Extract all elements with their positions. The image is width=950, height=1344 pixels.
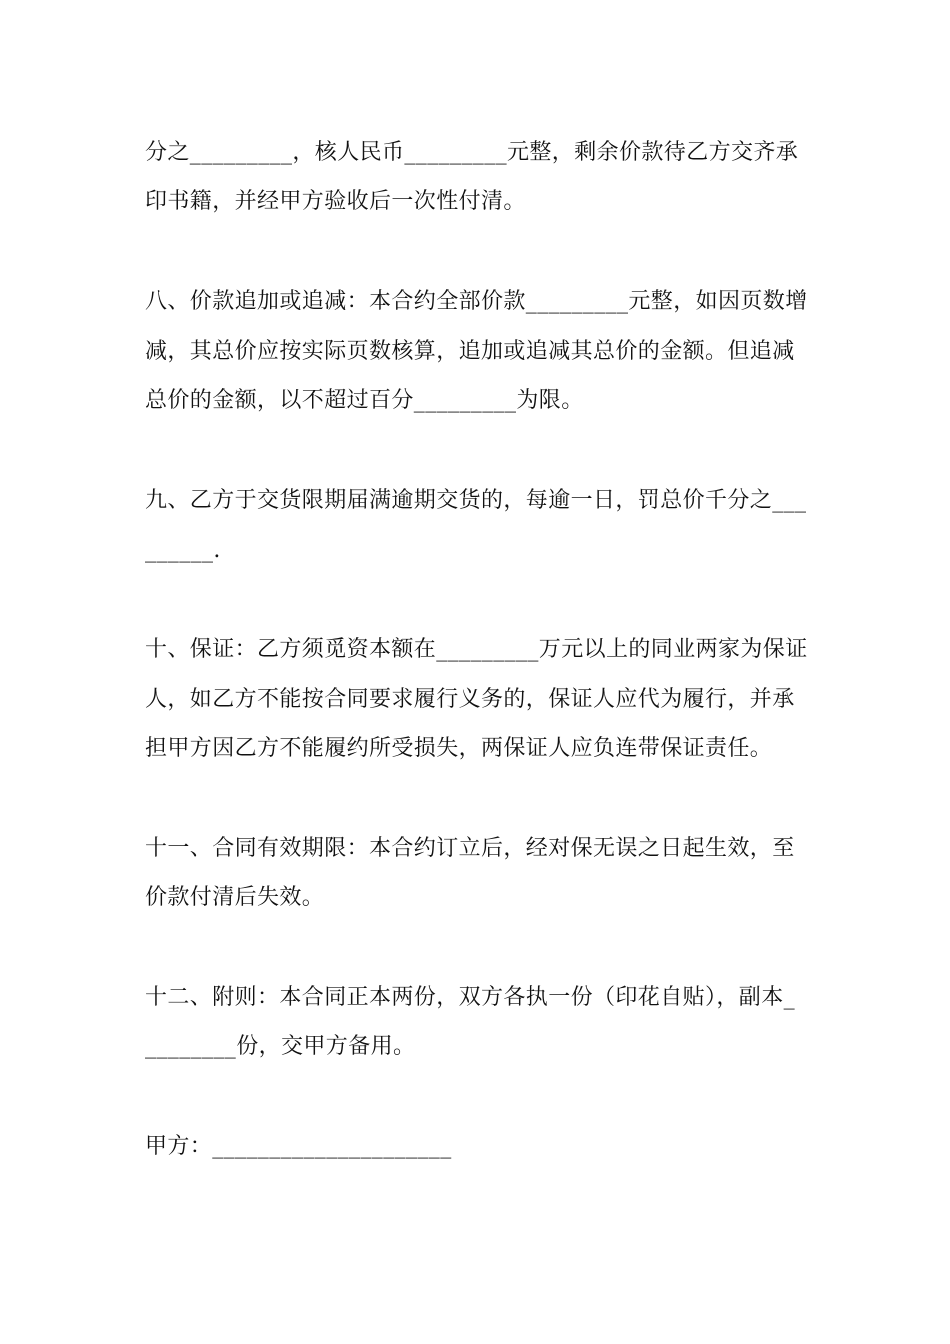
clause-10-line-2: 人，如乙方不能按合同要求履行义务的，保证人应代为履行，并承 — [145, 687, 795, 712]
clause-12-line-2: ________份，交甲方备用。 — [145, 1034, 416, 1059]
party-a-signature-line: 甲方：_____________________ — [145, 1134, 452, 1159]
clause-8-line-3: 总价的金额，以不超过百分_________为限。 — [145, 388, 584, 413]
clause-11-line-2: 价款付清后失效。 — [145, 885, 325, 910]
clause-8-line-2: 减，其总价应按实际页数核算，追加或追减其总价的金额。但追减 — [145, 339, 795, 364]
clause-8-line-1: 八、价款追加或追减：本合约全部价款_________元整，如因页数增 — [145, 289, 808, 314]
clause-10-line-1: 十、保证：乙方须觅资本额在_________万元以上的同业两家为保证 — [145, 637, 808, 662]
clause-7-line-2: 印书籍，并经甲方验收后一次性付清。 — [145, 189, 526, 214]
clause-9-line-1: 九、乙方于交货限期届满逾期交货的，每逾一日，罚总价千分之___ — [145, 488, 807, 513]
clause-7-line-1: 分之_________，核人民币_________元整，剩余价款待乙方交齐承 — [145, 140, 799, 165]
clause-12-line-1: 十二、附则：本合同正本两份，双方各执一份（印花自贴），副本_ — [145, 985, 796, 1010]
clause-10-line-3: 担甲方因乙方不能履约所受损失，两保证人应负连带保证责任。 — [145, 736, 773, 761]
clause-9-line-2: ______. — [145, 538, 221, 563]
clause-11-line-1: 十一、合同有效期限：本合约订立后，经对保无误之日起生效，至 — [145, 836, 795, 861]
